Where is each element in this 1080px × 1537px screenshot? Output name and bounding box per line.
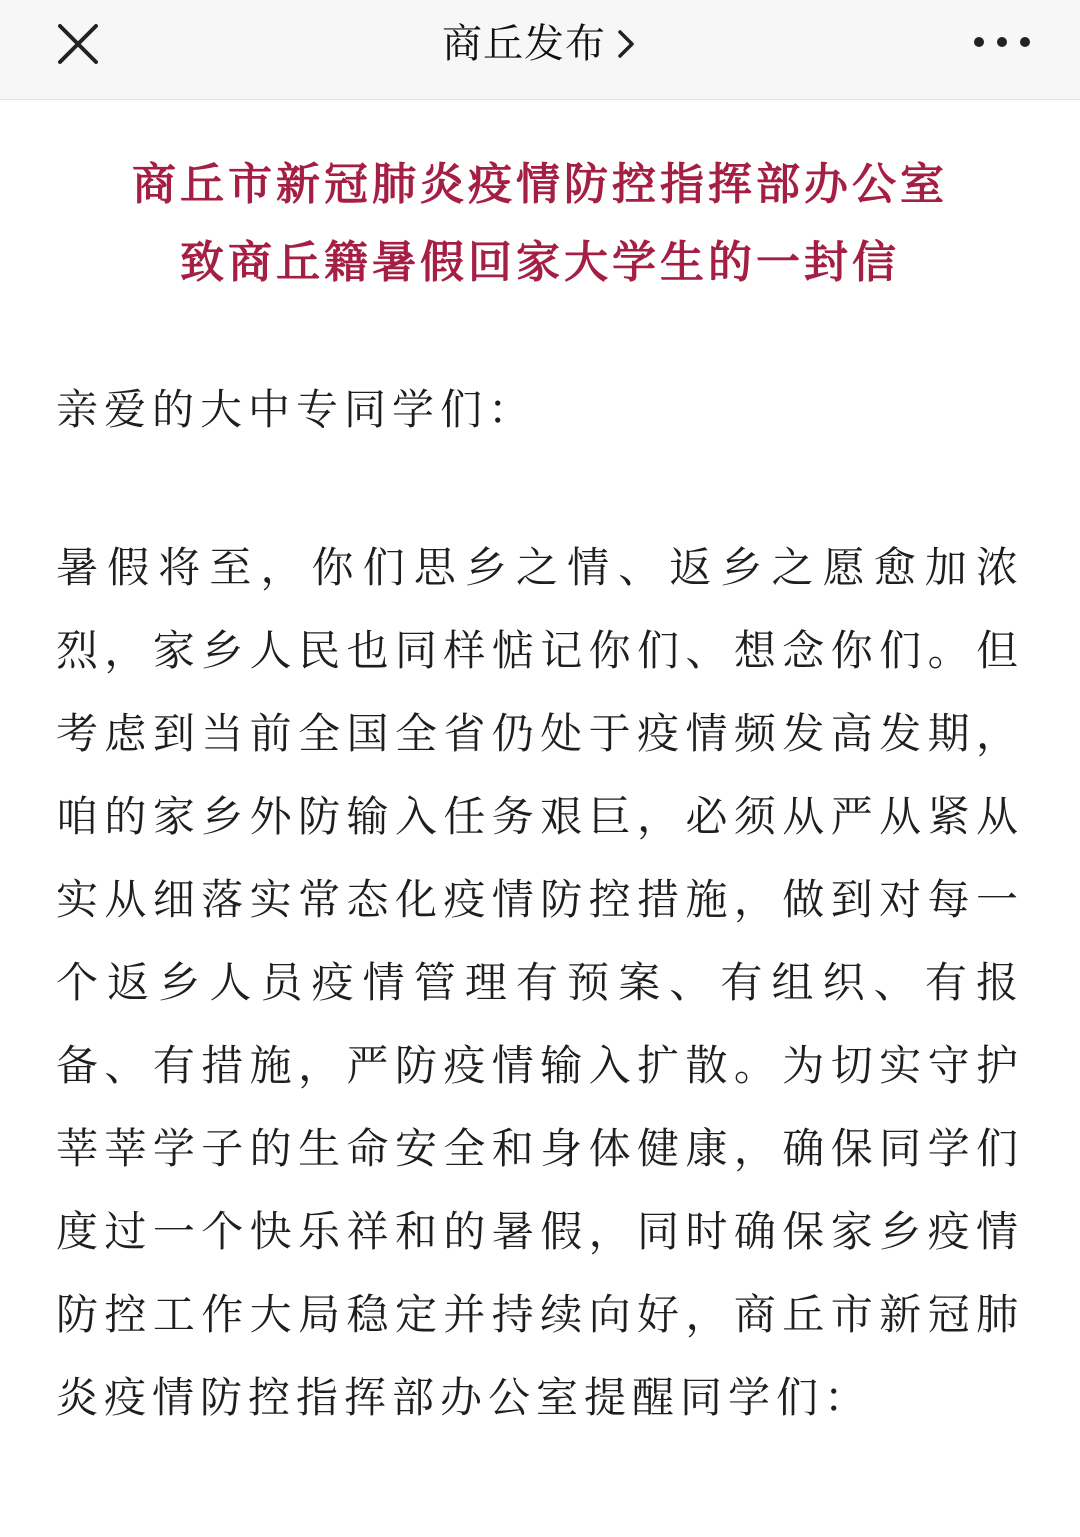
more-options-button[interactable] [974,28,1030,56]
more-icon-dot [1020,37,1030,47]
headline-line-2: 致商丘籍暑假回家大学生的一封信 [180,237,900,288]
body-paragraph: 暑假将至，你们思乡之情、返乡之愿愈加浓烈，家乡人民也同样惦记你们、想念你们。但考虑到当前全国全省仍处于疫情频发高发期，咱的家乡外防输入任务艰巨，必须从严从紧从实从细落实常态化疫情防控措施，做到对每一个返乡人员疫情管理有预案、有组织、有报备、有措施，严防疫情输入扩散。为切实守护莘莘学子的生命安全和身体健康，确保同学们度过一个快乐祥和的暑假，同时确保家乡疫情防控工作大局稳定并持续向好，商丘市新冠肺炎疫情防控指挥部办公室提醒同学们： [56,543,1024,1422]
more-icon-dot [974,37,984,47]
more-icon-dot [997,37,1007,47]
account-title: 商丘发布 [442,21,606,67]
headline-line-1: 商丘市新冠肺炎疫情防控指挥部办公室 [132,159,948,210]
article-content [0,100,1080,1422]
article-headline [0,146,1080,302]
top-navigation-bar [0,0,1080,100]
greeting-text: 亲爱的大中专同学们： [56,385,537,434]
account-title-link[interactable] [0,14,1080,74]
chevron-right-icon [616,24,638,64]
